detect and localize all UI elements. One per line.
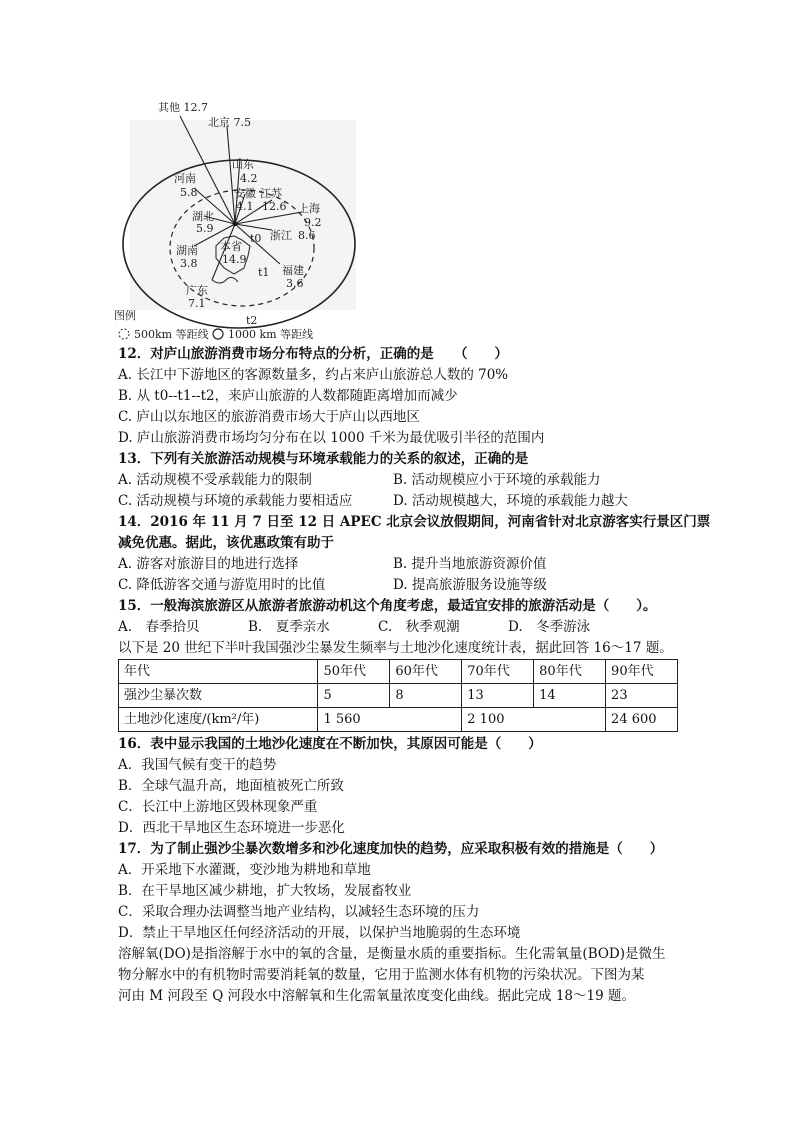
q15-options-row xyxy=(118,617,684,638)
label-local-value: 14.9 xyxy=(222,253,247,266)
label-fujian-value: 3.6 xyxy=(286,277,304,290)
q13-options-row2 xyxy=(118,491,684,512)
label-jiangsu-value: 12.6 xyxy=(262,200,287,213)
q13-stem: 13．下列有关旅游活动规模与环境承载能力的关系的叙述，正确的是 xyxy=(118,451,529,467)
lushan-point xyxy=(233,222,237,226)
q14-option-a[interactable]: A. 游客对旅游目的地进行选择 xyxy=(118,556,299,572)
label-local: 本省 xyxy=(220,240,242,253)
label-shanghai: 上海 xyxy=(298,202,320,215)
q15-option-d[interactable]: D. 冬季游泳 xyxy=(508,619,591,635)
legend-solid-circle-icon xyxy=(213,329,223,339)
label-fujian: 福建 xyxy=(282,264,304,277)
market-diagram xyxy=(112,96,362,346)
table-cell: 2 100 xyxy=(462,708,606,732)
label-t0: t0 xyxy=(250,232,262,245)
table-header-cell: 80年代 xyxy=(534,660,606,684)
legend-1000km: 1000 km 等距线 xyxy=(228,328,314,341)
tourism-market-figure xyxy=(112,96,362,346)
table-cell: 强沙尘暴次数 xyxy=(119,684,318,708)
table-intro: 以下是 20 世纪下半叶我国强沙尘暴发生频率与土地沙化速度统计表，据此回答 16～17 题。 xyxy=(118,640,673,656)
q17-option-a[interactable]: A．开采地下水灌溉，变沙地为耕地和草地 xyxy=(118,862,371,878)
table-row xyxy=(119,684,678,708)
label-henan-value: 5.8 xyxy=(180,186,198,199)
table-row xyxy=(119,708,678,732)
q12-option-d[interactable]: D. 庐山旅游消费市场均匀分布在以 1000 千米为最优吸引半径的范围内 xyxy=(118,430,545,446)
label-shanghai-value: 9.2 xyxy=(304,216,322,229)
question-block xyxy=(118,344,711,1007)
label-hubei-value: 5.9 xyxy=(196,222,214,235)
table-cell: 1 560 xyxy=(318,708,462,732)
label-jiangsu: 江苏 xyxy=(260,187,282,200)
label-henan: 河南 xyxy=(174,172,196,185)
q14-option-d[interactable]: D. 提高旅游服务设施等级 xyxy=(393,577,547,593)
q14-stem-line1: 14．2016 年 11 月 7 日至 12 日 APEC 北京会议放假期间，河南省针对北京游客实行景区门票 xyxy=(118,514,711,530)
q16-option-c[interactable]: C．长江中上游地区毁林现象严重 xyxy=(118,799,318,815)
table-cell: 24 600 xyxy=(606,708,678,732)
q14-options-row1 xyxy=(118,554,684,575)
label-shandong: 山东 xyxy=(232,158,254,171)
table-header-cell: 70年代 xyxy=(462,660,534,684)
q12-option-a[interactable]: A. 长江中下游地区的客源数量多，约占来庐山旅游总人数的 70% xyxy=(118,367,509,383)
label-shandong-value: 4.2 xyxy=(240,172,258,185)
label-t1: t1 xyxy=(258,266,270,279)
closing-line-2: 物分解水中的有机物时需要消耗氧的数量，它用于监测水体有机物的污染状况。下图为某 xyxy=(118,967,645,983)
q12-option-b[interactable]: B. 从 t0--t1--t2，来庐山旅游的人数都随距离增加而减少 xyxy=(118,388,458,404)
q15-option-b[interactable]: B. 夏季亲水 xyxy=(248,619,330,635)
table-header-cell: 年代 xyxy=(119,660,318,684)
q17-option-d[interactable]: D．禁止干旱地区任何经济活动的开展，以保护当地脆弱的生态环境 xyxy=(118,925,521,941)
legend-500km: 500km 等距线 xyxy=(134,328,209,341)
table-cell: 13 xyxy=(462,684,534,708)
table-header-row xyxy=(119,660,678,684)
q16-option-a[interactable]: A．我国气候有变干的趋势 xyxy=(118,757,277,773)
q14-option-c[interactable]: C. 降低游客交通与游览用时的比值 xyxy=(118,577,326,593)
q12-stem: 12．对庐山旅游消费市场分布特点的分析，正确的是 （ ） xyxy=(118,346,509,362)
q12-option-c[interactable]: C. 庐山以东地区的旅游消费市场大于庐山以西地区 xyxy=(118,409,420,425)
label-hubei: 湖北 xyxy=(192,210,214,223)
q13-option-c[interactable]: C. 活动规模与环境的承载能力要相适应 xyxy=(118,493,353,509)
q16-option-b[interactable]: B．全球气温升高，地面植被死亡所致 xyxy=(118,778,344,794)
q13-option-b[interactable]: B. 活动规模应小于环境的承载能力 xyxy=(393,472,601,488)
figure-background xyxy=(130,120,356,310)
q14-options-row2 xyxy=(118,575,684,596)
q13-option-d[interactable]: D. 活动规模越大，环境的承载能力越大 xyxy=(393,493,628,509)
q13-options-row1 xyxy=(118,470,684,491)
sandstorm-stats-table xyxy=(118,659,678,732)
q17-stem: 17．为了制止强沙尘暴次数增多和沙化速度加快的趋势，应采取积极有效的措施是（ ） xyxy=(118,841,664,857)
label-guangdong-value: 7.1 xyxy=(188,297,206,310)
label-zhejiang: 浙江 xyxy=(270,229,292,242)
q15-option-c[interactable]: C. 秋季观潮 xyxy=(378,619,460,635)
label-beijing: 北京 7.5 xyxy=(208,116,251,129)
table-cell: 土地沙化速度/(km²/年) xyxy=(119,708,318,732)
q17-option-c[interactable]: C．采取合理办法调整当地产业结构，以减轻生态环境的压力 xyxy=(118,904,480,920)
label-hunan: 湖南 xyxy=(176,244,198,257)
table-header-cell: 50年代 xyxy=(318,660,390,684)
q15-stem: 15．一般海滨旅游区从旅游者旅游动机这个角度考虑，最适宜安排的旅游活动是（ ）。 xyxy=(118,598,657,614)
table-cell: 14 xyxy=(534,684,606,708)
q16-stem: 16．表中显示我国的土地沙化速度在不断加快，其原因可能是（ ） xyxy=(118,736,542,752)
table-cell: 8 xyxy=(390,684,462,708)
table-header-cell: 60年代 xyxy=(390,660,462,684)
q13-option-a[interactable]: A. 活动规模不受承载能力的限制 xyxy=(118,472,312,488)
legend-title: 图例 xyxy=(114,309,136,322)
closing-line-3: 河由 M 河段至 Q 河段水中溶解氧和生化需氧量浓度变化曲线。据此完成 18～19 题。 xyxy=(118,988,635,1004)
q15-option-a[interactable]: A. 春季拾贝 xyxy=(118,619,200,635)
q14-stem-line2: 减免优惠。据此，该优惠政策有助于 xyxy=(118,535,334,551)
q16-option-d[interactable]: D．西北干旱地区生态环境进一步恶化 xyxy=(118,820,345,836)
label-hunan-value: 3.8 xyxy=(180,257,198,270)
closing-line-1: 溶解氧(DO)是指溶解于水中的氧的含量，是衡量水质的重要指标。生化需氧量(BOD)是微生 xyxy=(118,946,666,962)
label-t2: t2 xyxy=(246,314,258,327)
label-anhui: 安徽 xyxy=(234,187,256,200)
legend-dashed-circle-icon xyxy=(119,329,129,339)
q14-option-b[interactable]: B. 提升当地旅游资源价值 xyxy=(393,556,547,572)
label-zhejiang-value: 8.6 xyxy=(298,229,316,242)
table-header-cell: 90年代 xyxy=(606,660,678,684)
label-guangdong: 广东 xyxy=(186,284,208,297)
label-other: 其他 12.7 xyxy=(158,101,208,114)
q17-option-b[interactable]: B．在干旱地区减少耕地，扩大牧场，发展畜牧业 xyxy=(118,883,412,899)
label-anhui-value: 4.1 xyxy=(236,200,254,213)
table-cell: 5 xyxy=(318,684,390,708)
table-cell: 23 xyxy=(606,684,678,708)
